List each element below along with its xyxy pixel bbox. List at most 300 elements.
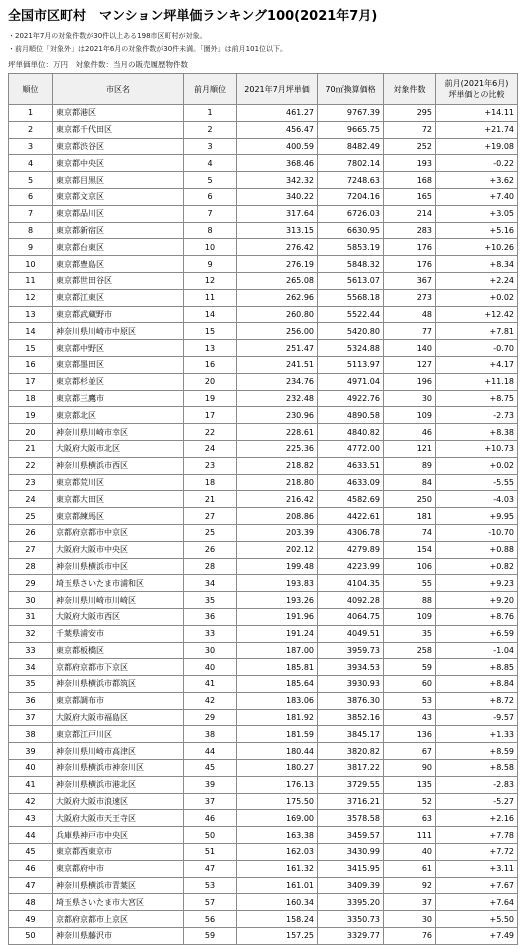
cell-change: +10.73 <box>436 440 518 457</box>
note-line-2: ・前月順位「対象外」は2021年6月の対象件数が30件未満。「圏外」は前月101位以下。 <box>8 45 288 53</box>
cell-count: 55 <box>384 575 436 592</box>
cell-change: +4.17 <box>436 356 518 373</box>
table-row <box>9 860 518 877</box>
cell-count: 252 <box>384 138 436 155</box>
cell-rank: 42 <box>9 793 53 810</box>
cell-count: 46 <box>384 424 436 441</box>
table-row <box>9 793 518 810</box>
cell-prev-rank: 1 <box>184 105 237 122</box>
cell-rank: 50 <box>9 928 53 945</box>
cell-price: 158.24 <box>237 911 318 928</box>
cell-prev-rank: 4 <box>184 155 237 172</box>
cell-70m-price: 4223.99 <box>318 558 384 575</box>
cell-name: 埼玉県さいたま市大宮区 <box>53 894 184 911</box>
cell-prev-rank: 46 <box>184 810 237 827</box>
table-row <box>9 659 518 676</box>
cell-price: 202.12 <box>237 541 318 558</box>
cell-change: +7.40 <box>436 188 518 205</box>
cell-70m-price: 3409.39 <box>318 877 384 894</box>
header-name: 市区名 <box>53 74 184 105</box>
cell-count: 136 <box>384 726 436 743</box>
table-row <box>9 676 518 693</box>
cell-price: 185.81 <box>237 659 318 676</box>
cell-rank: 43 <box>9 810 53 827</box>
cell-price: 313.15 <box>237 222 318 239</box>
cell-rank: 8 <box>9 222 53 239</box>
cell-70m-price: 5848.32 <box>318 256 384 273</box>
cell-rank: 4 <box>9 155 53 172</box>
cell-change: -0.22 <box>436 155 518 172</box>
cell-prev-rank: 38 <box>184 726 237 743</box>
cell-count: 168 <box>384 172 436 189</box>
cell-70m-price: 9767.39 <box>318 105 384 122</box>
cell-name: 神奈川県川崎市幸区 <box>53 424 184 441</box>
cell-count: 273 <box>384 289 436 306</box>
cell-70m-price: 4049.51 <box>318 625 384 642</box>
cell-rank: 10 <box>9 256 53 273</box>
cell-70m-price: 3845.17 <box>318 726 384 743</box>
cell-name: 東京都世田谷区 <box>53 272 184 289</box>
cell-price: 461.27 <box>237 105 318 122</box>
cell-name: 東京都調布市 <box>53 692 184 709</box>
table-row <box>9 491 518 508</box>
cell-rank: 36 <box>9 692 53 709</box>
cell-70m-price: 7248.63 <box>318 172 384 189</box>
cell-prev-rank: 41 <box>184 676 237 693</box>
cell-change: +5.50 <box>436 911 518 928</box>
cell-count: 140 <box>384 340 436 357</box>
cell-rank: 33 <box>9 642 53 659</box>
table-row <box>9 172 518 189</box>
cell-price: 251.47 <box>237 340 318 357</box>
cell-70m-price: 3350.73 <box>318 911 384 928</box>
cell-rank: 37 <box>9 709 53 726</box>
cell-change: -10.70 <box>436 524 518 541</box>
cell-prev-rank: 45 <box>184 760 237 777</box>
cell-prev-rank: 35 <box>184 592 237 609</box>
cell-70m-price: 5113.97 <box>318 356 384 373</box>
cell-rank: 16 <box>9 356 53 373</box>
cell-name: 東京都台東区 <box>53 239 184 256</box>
cell-70m-price: 4092.28 <box>318 592 384 609</box>
table-row <box>9 642 518 659</box>
cell-prev-rank: 23 <box>184 457 237 474</box>
cell-count: 193 <box>384 155 436 172</box>
unit-note: 坪単価単位：万円 対象件数：当月の販売履歴物件数 <box>8 60 188 69</box>
cell-count: 84 <box>384 474 436 491</box>
cell-rank: 2 <box>9 121 53 138</box>
cell-70m-price: 4422.61 <box>318 508 384 525</box>
table-row <box>9 726 518 743</box>
table-row <box>9 188 518 205</box>
cell-change: +3.62 <box>436 172 518 189</box>
cell-rank: 41 <box>9 776 53 793</box>
cell-prev-rank: 2 <box>184 121 237 138</box>
table-row <box>9 608 518 625</box>
cell-name: 神奈川県川崎市高津区 <box>53 743 184 760</box>
cell-price: 181.92 <box>237 709 318 726</box>
header-count: 対象件数 <box>384 74 436 105</box>
cell-prev-rank: 18 <box>184 474 237 491</box>
cell-count: 283 <box>384 222 436 239</box>
cell-change: +3.05 <box>436 205 518 222</box>
cell-count: 258 <box>384 642 436 659</box>
cell-count: 59 <box>384 659 436 676</box>
cell-count: 35 <box>384 625 436 642</box>
cell-name: 大阪府大阪市福島区 <box>53 709 184 726</box>
cell-prev-rank: 3 <box>184 138 237 155</box>
cell-name: 京都府京都市中京区 <box>53 524 184 541</box>
cell-count: 67 <box>384 743 436 760</box>
cell-70m-price: 3852.16 <box>318 709 384 726</box>
cell-70m-price: 4633.51 <box>318 457 384 474</box>
cell-prev-rank: 16 <box>184 356 237 373</box>
cell-change: +12.42 <box>436 306 518 323</box>
cell-rank: 21 <box>9 440 53 457</box>
cell-rank: 14 <box>9 323 53 340</box>
cell-count: 111 <box>384 827 436 844</box>
cell-name: 東京都目黒区 <box>53 172 184 189</box>
cell-price: 265.08 <box>237 272 318 289</box>
cell-change: -9.57 <box>436 709 518 726</box>
cell-change: +7.78 <box>436 827 518 844</box>
cell-name: 京都府京都市下京区 <box>53 659 184 676</box>
cell-count: 176 <box>384 239 436 256</box>
cell-change: +9.23 <box>436 575 518 592</box>
cell-70m-price: 4890.58 <box>318 407 384 424</box>
cell-70m-price: 3459.57 <box>318 827 384 844</box>
cell-count: 196 <box>384 373 436 390</box>
table-row <box>9 760 518 777</box>
cell-name: 大阪府大阪市北区 <box>53 440 184 457</box>
table-row <box>9 138 518 155</box>
cell-name: 東京都文京区 <box>53 188 184 205</box>
cell-name: 神奈川県川崎市川崎区 <box>53 592 184 609</box>
cell-change: +7.81 <box>436 323 518 340</box>
cell-name: 京都府京都市上京区 <box>53 911 184 928</box>
cell-name: 大阪府大阪市浪速区 <box>53 793 184 810</box>
cell-rank: 17 <box>9 373 53 390</box>
cell-70m-price: 5522.44 <box>318 306 384 323</box>
cell-70m-price: 4582.69 <box>318 491 384 508</box>
cell-rank: 30 <box>9 592 53 609</box>
table-row <box>9 105 518 122</box>
cell-count: 154 <box>384 541 436 558</box>
cell-70m-price: 3578.58 <box>318 810 384 827</box>
cell-name: 東京都西東京市 <box>53 844 184 861</box>
cell-count: 72 <box>384 121 436 138</box>
cell-change: -0.70 <box>436 340 518 357</box>
table-row <box>9 205 518 222</box>
cell-70m-price: 3934.53 <box>318 659 384 676</box>
table-row <box>9 743 518 760</box>
cell-change: +8.85 <box>436 659 518 676</box>
cell-change: -2.73 <box>436 407 518 424</box>
table-row <box>9 709 518 726</box>
table-row <box>9 323 518 340</box>
cell-rank: 22 <box>9 457 53 474</box>
cell-price: 175.50 <box>237 793 318 810</box>
cell-name: 東京都渋谷区 <box>53 138 184 155</box>
table-row <box>9 155 518 172</box>
cell-rank: 11 <box>9 272 53 289</box>
cell-price: 234.76 <box>237 373 318 390</box>
cell-rank: 1 <box>9 105 53 122</box>
cell-70m-price: 5324.88 <box>318 340 384 357</box>
cell-prev-rank: 28 <box>184 558 237 575</box>
cell-name: 東京都墨田区 <box>53 356 184 373</box>
cell-change: +0.82 <box>436 558 518 575</box>
table-row <box>9 256 518 273</box>
cell-count: 43 <box>384 709 436 726</box>
cell-prev-rank: 20 <box>184 373 237 390</box>
cell-name: 東京都千代田区 <box>53 121 184 138</box>
cell-rank: 35 <box>9 676 53 693</box>
cell-count: 89 <box>384 457 436 474</box>
header-price: 2021年7月坪単価 <box>237 74 318 105</box>
table-row <box>9 524 518 541</box>
cell-price: 241.51 <box>237 356 318 373</box>
cell-name: 神奈川県横浜市神奈川区 <box>53 760 184 777</box>
table-row <box>9 844 518 861</box>
table-row <box>9 239 518 256</box>
cell-prev-rank: 6 <box>184 188 237 205</box>
cell-count: 367 <box>384 272 436 289</box>
table-row <box>9 625 518 642</box>
table-row <box>9 810 518 827</box>
table-row <box>9 222 518 239</box>
cell-prev-rank: 5 <box>184 172 237 189</box>
cell-prev-rank: 27 <box>184 508 237 525</box>
cell-prev-rank: 7 <box>184 205 237 222</box>
cell-price: 256.00 <box>237 323 318 340</box>
cell-rank: 31 <box>9 608 53 625</box>
cell-count: 40 <box>384 844 436 861</box>
cell-prev-rank: 22 <box>184 424 237 441</box>
table-row <box>9 457 518 474</box>
cell-prev-rank: 29 <box>184 709 237 726</box>
cell-70m-price: 3329.77 <box>318 928 384 945</box>
cell-price: 368.46 <box>237 155 318 172</box>
cell-rank: 15 <box>9 340 53 357</box>
cell-price: 218.80 <box>237 474 318 491</box>
cell-rank: 26 <box>9 524 53 541</box>
cell-70m-price: 4772.00 <box>318 440 384 457</box>
cell-name: 大阪府大阪市中央区 <box>53 541 184 558</box>
table-header-row <box>9 74 518 105</box>
cell-name: 神奈川県藤沢市 <box>53 928 184 945</box>
cell-prev-rank: 24 <box>184 440 237 457</box>
cell-70m-price: 9665.75 <box>318 121 384 138</box>
table-row <box>9 928 518 945</box>
table-row <box>9 911 518 928</box>
cell-change: +7.49 <box>436 928 518 945</box>
cell-prev-rank: 21 <box>184 491 237 508</box>
cell-name: 東京都武蔵野市 <box>53 306 184 323</box>
cell-count: 109 <box>384 608 436 625</box>
cell-prev-rank: 30 <box>184 642 237 659</box>
cell-price: 163.38 <box>237 827 318 844</box>
cell-price: 157.25 <box>237 928 318 945</box>
table-row <box>9 558 518 575</box>
cell-change: +8.58 <box>436 760 518 777</box>
cell-70m-price: 5568.18 <box>318 289 384 306</box>
cell-change: +2.24 <box>436 272 518 289</box>
cell-rank: 48 <box>9 894 53 911</box>
cell-count: 76 <box>384 928 436 945</box>
cell-name: 東京都三鷹市 <box>53 390 184 407</box>
cell-prev-rank: 39 <box>184 776 237 793</box>
cell-prev-rank: 25 <box>184 524 237 541</box>
cell-rank: 5 <box>9 172 53 189</box>
cell-change: +8.84 <box>436 676 518 693</box>
cell-rank: 39 <box>9 743 53 760</box>
cell-count: 77 <box>384 323 436 340</box>
cell-prev-rank: 37 <box>184 793 237 810</box>
cell-70m-price: 3876.30 <box>318 692 384 709</box>
cell-count: 53 <box>384 692 436 709</box>
cell-prev-rank: 42 <box>184 692 237 709</box>
cell-count: 88 <box>384 592 436 609</box>
cell-change: +6.59 <box>436 625 518 642</box>
table-row <box>9 390 518 407</box>
cell-change: +1.33 <box>436 726 518 743</box>
cell-name: 東京都杉並区 <box>53 373 184 390</box>
cell-price: 260.80 <box>237 306 318 323</box>
cell-prev-rank: 51 <box>184 844 237 861</box>
cell-rank: 46 <box>9 860 53 877</box>
header-prev-rank: 前月順位 <box>184 74 237 105</box>
cell-70m-price: 4104.35 <box>318 575 384 592</box>
cell-name: 東京都中央区 <box>53 155 184 172</box>
cell-change: -1.04 <box>436 642 518 659</box>
cell-70m-price: 6726.03 <box>318 205 384 222</box>
cell-name: 千葉県浦安市 <box>53 625 184 642</box>
cell-change: -2.83 <box>436 776 518 793</box>
cell-count: 92 <box>384 877 436 894</box>
cell-rank: 45 <box>9 844 53 861</box>
table-row <box>9 440 518 457</box>
cell-name: 神奈川県川崎市中原区 <box>53 323 184 340</box>
cell-change: +2.16 <box>436 810 518 827</box>
cell-rank: 13 <box>9 306 53 323</box>
cell-count: 37 <box>384 894 436 911</box>
cell-name: 神奈川県横浜市西区 <box>53 457 184 474</box>
cell-70m-price: 6630.95 <box>318 222 384 239</box>
cell-70m-price: 4840.82 <box>318 424 384 441</box>
cell-count: 30 <box>384 390 436 407</box>
table-row <box>9 424 518 441</box>
table-row <box>9 894 518 911</box>
cell-change: +7.72 <box>436 844 518 861</box>
cell-change: +3.11 <box>436 860 518 877</box>
cell-name: 東京都港区 <box>53 105 184 122</box>
cell-rank: 27 <box>9 541 53 558</box>
header-change <box>436 74 518 105</box>
cell-prev-rank: 14 <box>184 306 237 323</box>
cell-prev-rank: 40 <box>184 659 237 676</box>
page-title: 全国市区町村 マンション坪単価ランキング100(2021年7月) <box>8 9 378 24</box>
cell-change: +8.75 <box>436 390 518 407</box>
cell-rank: 32 <box>9 625 53 642</box>
cell-change: +9.95 <box>436 508 518 525</box>
table-row <box>9 474 518 491</box>
cell-prev-rank: 44 <box>184 743 237 760</box>
table-row <box>9 508 518 525</box>
cell-change: +0.88 <box>436 541 518 558</box>
cell-count: 214 <box>384 205 436 222</box>
cell-70m-price: 7204.16 <box>318 188 384 205</box>
cell-rank: 38 <box>9 726 53 743</box>
table-body <box>9 105 518 945</box>
cell-prev-rank: 10 <box>184 239 237 256</box>
cell-count: 60 <box>384 676 436 693</box>
cell-70m-price: 3959.73 <box>318 642 384 659</box>
cell-change: +11.18 <box>436 373 518 390</box>
cell-name: 東京都中野区 <box>53 340 184 357</box>
cell-70m-price: 4971.04 <box>318 373 384 390</box>
cell-change: +7.64 <box>436 894 518 911</box>
cell-price: 187.00 <box>237 642 318 659</box>
cell-prev-rank: 34 <box>184 575 237 592</box>
table-row <box>9 356 518 373</box>
cell-70m-price: 4633.09 <box>318 474 384 491</box>
cell-change: -5.55 <box>436 474 518 491</box>
cell-70m-price: 3930.93 <box>318 676 384 693</box>
cell-price: 228.61 <box>237 424 318 441</box>
header-change-line-1: 前月(2021年6月) <box>444 79 509 88</box>
header-change-line-2: 坪単価との比較 <box>448 90 505 99</box>
cell-70m-price: 3415.95 <box>318 860 384 877</box>
cell-change: +8.59 <box>436 743 518 760</box>
cell-price: 276.19 <box>237 256 318 273</box>
cell-prev-rank: 50 <box>184 827 237 844</box>
cell-price: 191.24 <box>237 625 318 642</box>
cell-name: 東京都府中市 <box>53 860 184 877</box>
cell-price: 342.32 <box>237 172 318 189</box>
cell-change: +8.38 <box>436 424 518 441</box>
cell-change: +14.11 <box>436 105 518 122</box>
cell-count: 30 <box>384 911 436 928</box>
table-row <box>9 776 518 793</box>
cell-70m-price: 5613.07 <box>318 272 384 289</box>
cell-rank: 12 <box>9 289 53 306</box>
cell-price: 400.59 <box>237 138 318 155</box>
cell-change: -4.03 <box>436 491 518 508</box>
cell-count: 295 <box>384 105 436 122</box>
cell-count: 74 <box>384 524 436 541</box>
cell-name: 大阪府大阪市天王寺区 <box>53 810 184 827</box>
cell-rank: 29 <box>9 575 53 592</box>
cell-count: 61 <box>384 860 436 877</box>
table-row <box>9 827 518 844</box>
cell-count: 90 <box>384 760 436 777</box>
cell-count: 176 <box>384 256 436 273</box>
cell-rank: 7 <box>9 205 53 222</box>
cell-70m-price: 4279.89 <box>318 541 384 558</box>
cell-count: 165 <box>384 188 436 205</box>
cell-price: 317.64 <box>237 205 318 222</box>
cell-price: 193.26 <box>237 592 318 609</box>
cell-70m-price: 3820.82 <box>318 743 384 760</box>
cell-rank: 6 <box>9 188 53 205</box>
cell-count: 250 <box>384 491 436 508</box>
cell-price: 230.96 <box>237 407 318 424</box>
cell-rank: 23 <box>9 474 53 491</box>
cell-name: 東京都板橋区 <box>53 642 184 659</box>
cell-price: 193.83 <box>237 575 318 592</box>
cell-price: 160.34 <box>237 894 318 911</box>
